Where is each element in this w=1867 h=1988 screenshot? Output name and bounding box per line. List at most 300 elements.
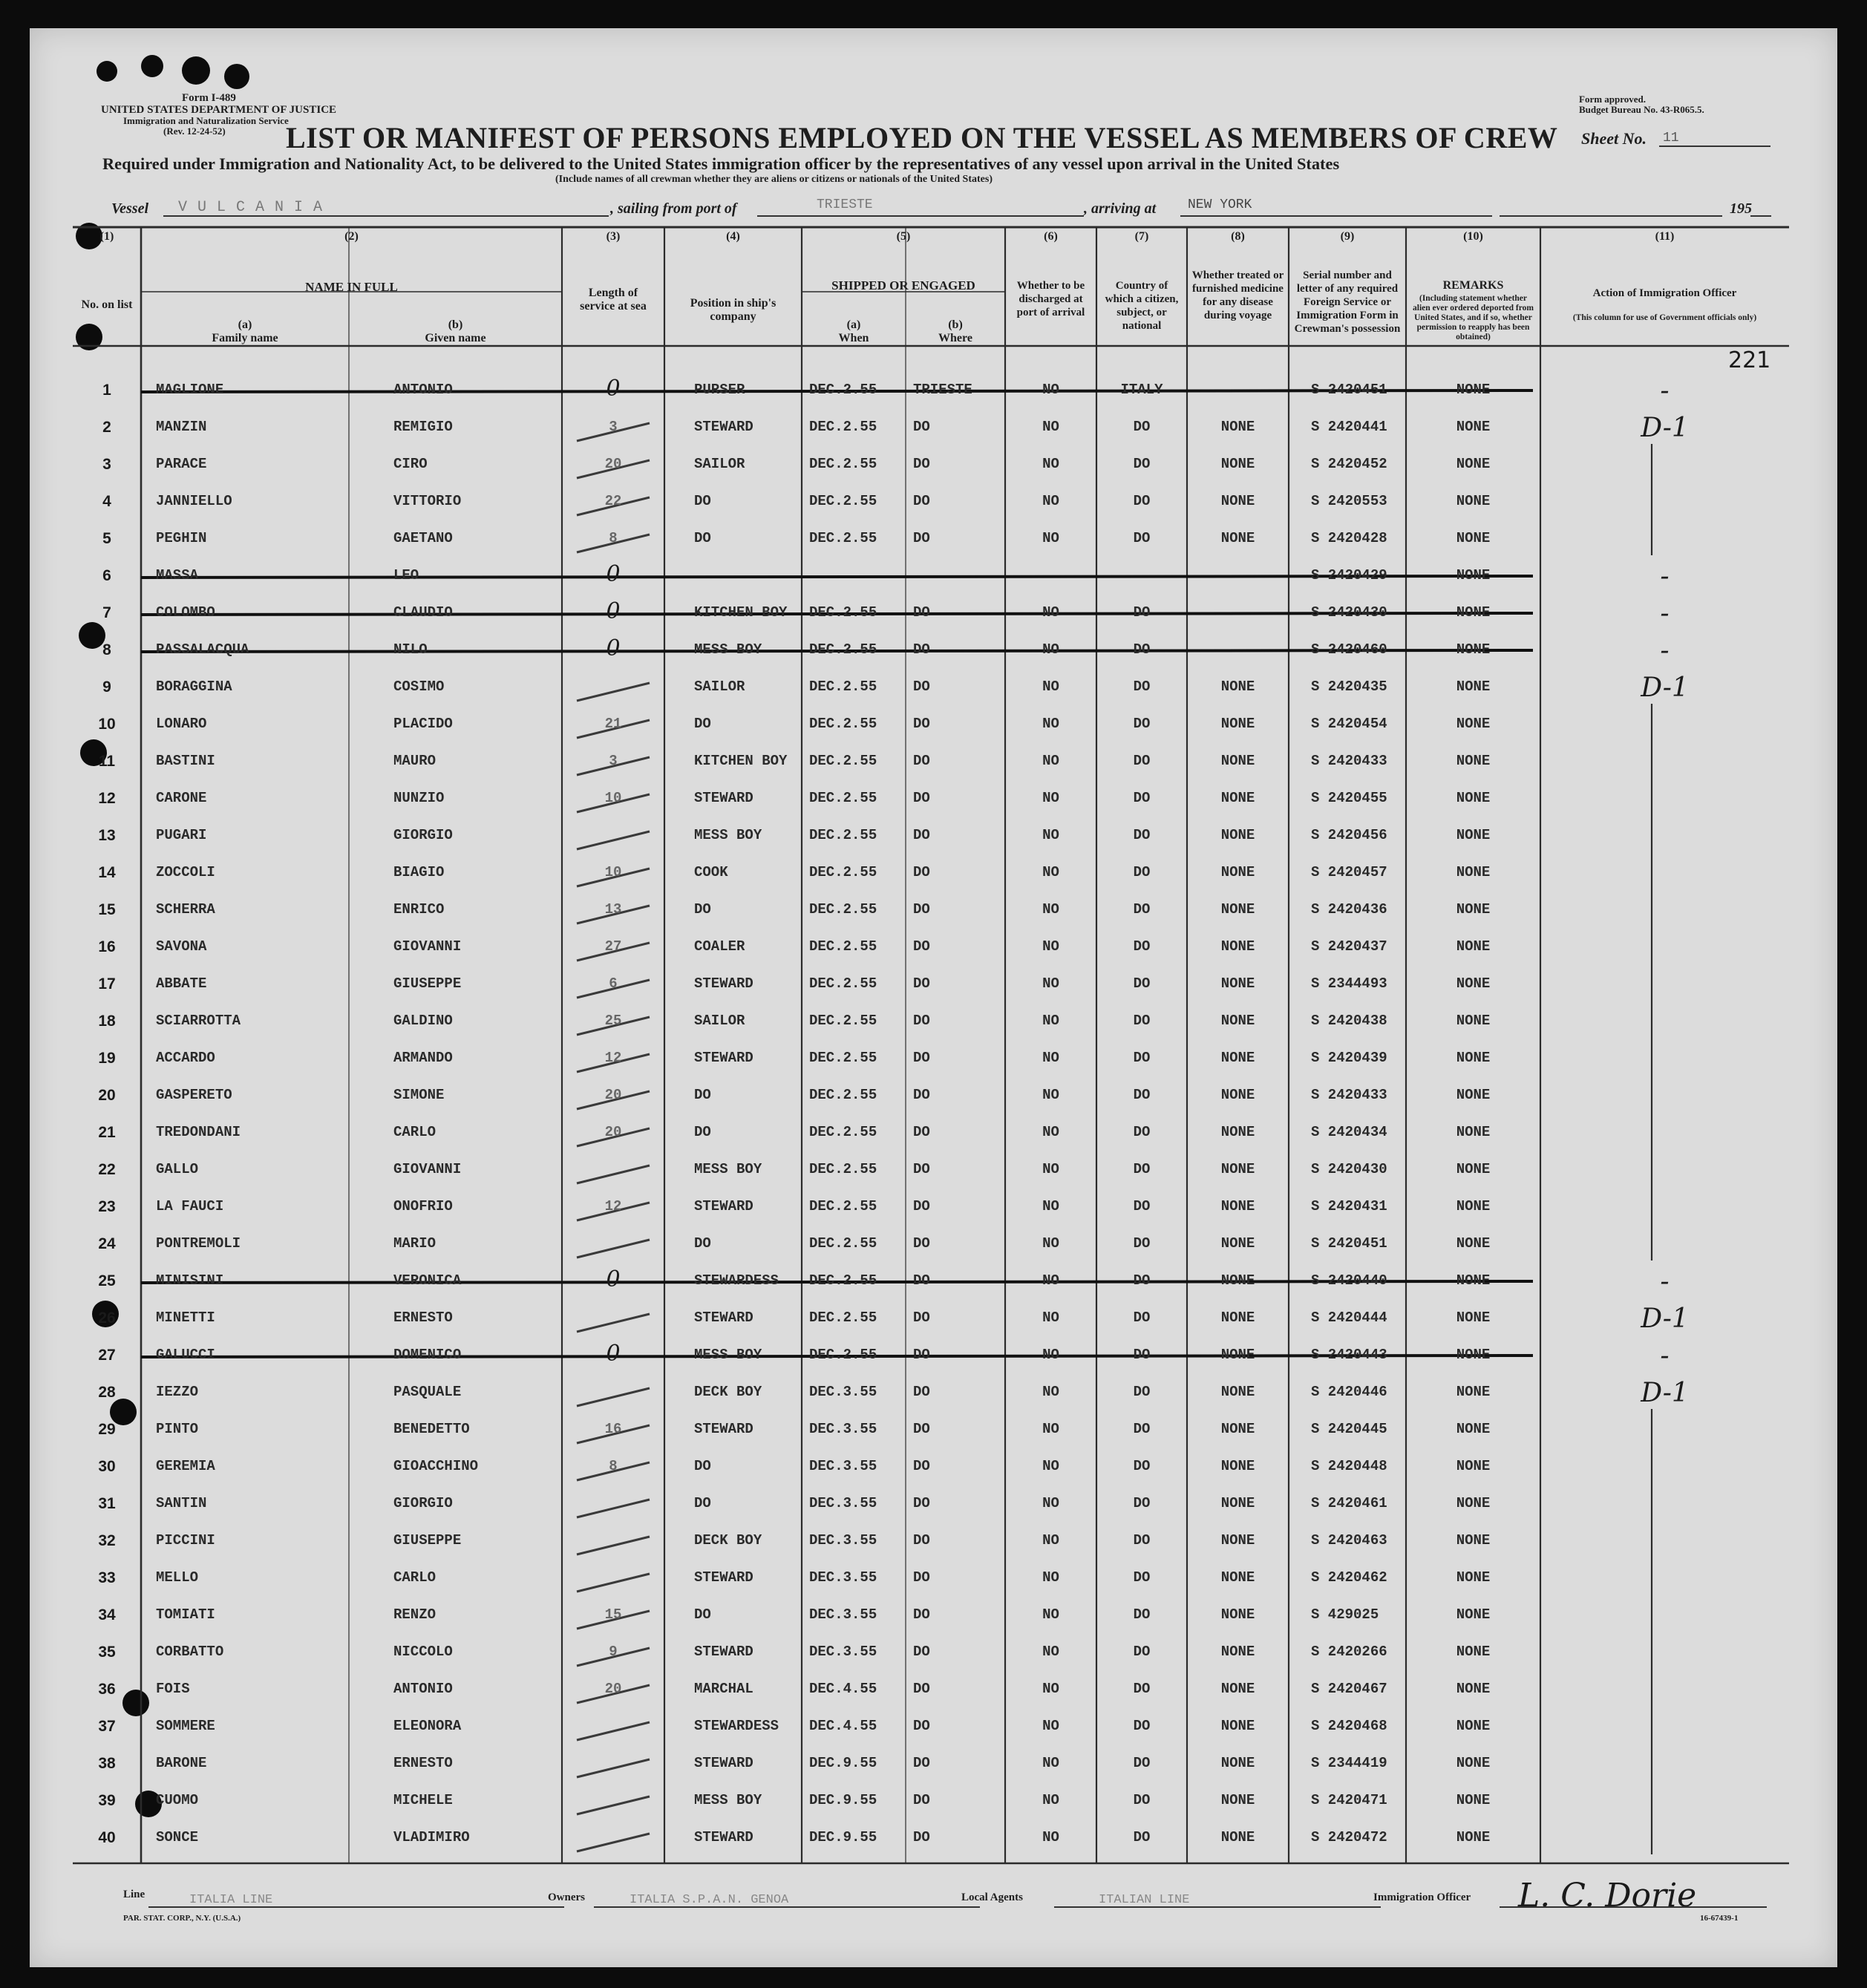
cell-discharged: NO	[1042, 641, 1059, 658]
cell-family: GALUCCI	[156, 1347, 215, 1363]
cell-no: 39	[98, 1792, 116, 1809]
cell-country: DO	[1133, 1718, 1151, 1734]
tally-mark	[577, 1834, 650, 1851]
cell-position: KITCHEN BOY	[694, 604, 788, 621]
cell-action: D-1	[1641, 1304, 1689, 1334]
cell-no: 38	[98, 1755, 116, 1772]
cell-serial: S 2420457	[1311, 864, 1387, 880]
cell-country: DO	[1133, 1124, 1151, 1140]
cell-action: -	[1660, 635, 1670, 666]
cell-when: DEC.2.55	[809, 1013, 877, 1029]
cell-country: DO	[1133, 938, 1151, 955]
cell-when: DEC.3.55	[809, 1606, 877, 1623]
cell-where: DO	[913, 864, 930, 880]
cell-when: DEC.4.55	[809, 1681, 877, 1697]
cell-family: MINISINI	[156, 1272, 224, 1289]
column-header-c5b: Where	[938, 332, 972, 344]
cell-serial: S 2420553	[1311, 493, 1387, 509]
cell-family: PASSALACQUA	[156, 641, 249, 658]
column-header-c1: No. on list	[81, 298, 133, 311]
cell-where: DO	[913, 1050, 930, 1066]
cell-serial: S 2420467	[1311, 1681, 1387, 1697]
cell-family: JANNIELLO	[156, 493, 232, 509]
cell-service: 25	[604, 1013, 622, 1029]
cell-country: DO	[1133, 1458, 1151, 1474]
cell-medicine: NONE	[1220, 1050, 1255, 1066]
cell-serial: S 2420435	[1311, 679, 1387, 695]
cell-country: DO	[1133, 1681, 1151, 1697]
tally-mark	[577, 1165, 650, 1183]
cell-position: SAILOR	[694, 679, 745, 695]
cell-serial: S 2420451	[1311, 1235, 1387, 1252]
cell-discharged: NO	[1042, 382, 1059, 398]
cell-service: 20	[604, 1124, 622, 1140]
cell-discharged: NO	[1042, 1198, 1059, 1214]
cell-where: TRIESTE	[913, 382, 972, 398]
cell-serial: S 2420437	[1311, 938, 1387, 955]
cell-where: DO	[913, 1161, 930, 1177]
cell-given: NILO	[393, 641, 428, 658]
cell-discharged: NO	[1042, 716, 1059, 732]
cell-remarks: NONE	[1456, 827, 1491, 843]
cell-when: DEC.2.55	[809, 1235, 877, 1252]
cell-position: STEWARD	[694, 1309, 753, 1326]
cell-position: STEWARD	[694, 1644, 753, 1660]
cell-discharged: NO	[1042, 1495, 1059, 1511]
cell-no: 27	[98, 1347, 116, 1364]
cell-country: ITALY	[1120, 382, 1163, 398]
cell-serial: S 2420446	[1311, 1384, 1387, 1400]
cell-no: 23	[98, 1198, 116, 1215]
cell-action: D-1	[1641, 673, 1689, 703]
cell-where: DO	[913, 679, 930, 695]
cell-family: GEREMIA	[156, 1458, 215, 1474]
cell-discharged: NO	[1042, 493, 1059, 509]
cell-service: 9	[609, 1644, 618, 1660]
cell-family: CUOMO	[156, 1792, 199, 1808]
cell-when: DEC.3.55	[809, 1458, 877, 1474]
cell-medicine: NONE	[1220, 1829, 1255, 1845]
cell-position: STEWARD	[694, 1050, 753, 1066]
column-header-c7: Country of which a citizen, subject, or national	[1105, 280, 1179, 332]
cell-position: STEWARDESS	[694, 1272, 779, 1289]
cell-no: 18	[98, 1013, 116, 1030]
cell-service: 16	[604, 1421, 622, 1437]
cell-position: DO	[694, 493, 711, 509]
cell-family: ABBATE	[156, 975, 207, 992]
cell-family: SONCE	[156, 1829, 199, 1845]
subtitle: Required under Immigration and Nationality Act, to be delivered to the United States immigration officer by the representatives of any vessel upon arrival in the United States	[102, 154, 1340, 173]
cell-country: DO	[1133, 1532, 1151, 1549]
cell-no: 2	[102, 419, 111, 436]
cell-remarks: NONE	[1456, 1050, 1491, 1066]
column-header-c4: Position in ship's company	[690, 297, 776, 323]
cell-family: SAVONA	[156, 938, 207, 955]
cell-country: DO	[1133, 419, 1151, 435]
cell-when: DEC.3.55	[809, 1532, 877, 1549]
cell-where: DO	[913, 1495, 930, 1511]
cell-serial: S 2420439	[1311, 1050, 1387, 1066]
cell-country: DO	[1133, 1644, 1151, 1660]
cell-where: DO	[913, 1272, 930, 1289]
cell-given: ENRICO	[393, 901, 445, 918]
form-code: 16-67439-1	[1700, 1914, 1739, 1923]
cell-no: 32	[98, 1532, 116, 1549]
cell-when: DEC.9.55	[809, 1792, 877, 1808]
cell-no: 7	[102, 604, 111, 621]
cell-no: 19	[98, 1050, 116, 1067]
tally-mark	[577, 1314, 650, 1332]
cell-country: DO	[1133, 790, 1151, 806]
cell-when: DEC.3.55	[809, 1495, 877, 1511]
tally-mark	[577, 1796, 650, 1814]
cell-given: GIORGIO	[393, 1495, 453, 1511]
revision: (Rev. 12-24-52)	[163, 125, 226, 137]
column-header-c7_num: (7)	[1134, 230, 1149, 243]
cell-when: DEC.3.55	[809, 1421, 877, 1437]
cell-remarks: NONE	[1456, 419, 1491, 435]
cell-service: 27	[604, 938, 622, 955]
cell-action: -	[1660, 1266, 1670, 1297]
column-header-c5a_num: (a)	[846, 318, 861, 331]
cell-when: DEC.3.55	[809, 1384, 877, 1400]
cell-given: MARIO	[393, 1235, 436, 1252]
cell-serial: S 2420430	[1311, 604, 1387, 621]
cell-where: DO	[913, 1569, 930, 1586]
cell-given: CIRO	[393, 456, 428, 472]
cell-no: 36	[98, 1681, 116, 1698]
cell-position: STEWARD	[694, 419, 753, 435]
cell-family: MAGLIONE	[156, 382, 224, 398]
cell-family: SOMMERE	[156, 1718, 215, 1734]
column-header-c2_num: (2)	[344, 230, 359, 243]
cell-position: STEWARD	[694, 1569, 753, 1586]
cell-given: ANTONIO	[393, 1681, 453, 1697]
cell-no: 25	[98, 1272, 116, 1289]
cell-service: 21	[604, 716, 622, 732]
cell-remarks: NONE	[1456, 1569, 1491, 1586]
cell-family: SANTIN	[156, 1495, 207, 1511]
cell-remarks: NONE	[1456, 1087, 1491, 1103]
cell-given: RENZO	[393, 1606, 436, 1623]
column-header-c5: SHIPPED OR ENGAGED	[831, 278, 975, 292]
agents-label: Local Agents	[961, 1891, 1023, 1903]
year-label: 195	[1730, 200, 1752, 217]
cell-no: 21	[98, 1124, 116, 1141]
cell-position: DO	[694, 1235, 711, 1252]
cell-no: 10	[98, 716, 116, 733]
manifest-page	[30, 28, 1837, 1967]
cell-when: DEC.2.55	[809, 1050, 877, 1066]
cell-no: 28	[98, 1384, 116, 1401]
cell-discharged: NO	[1042, 1829, 1059, 1845]
cell-position: STEWARD	[694, 1198, 753, 1214]
cell-discharged: NO	[1042, 975, 1059, 992]
cell-country: DO	[1133, 864, 1151, 880]
cell-position: SAILOR	[694, 1013, 745, 1029]
cell-serial: S 2420471	[1311, 1792, 1387, 1808]
cell-medicine: NONE	[1220, 1421, 1255, 1437]
cell-no: 37	[98, 1718, 116, 1735]
cell-remarks: NONE	[1456, 938, 1491, 955]
cell-discharged: NO	[1042, 790, 1059, 806]
cell-discharged: NO	[1042, 456, 1059, 472]
cell-family: BORAGGINA	[156, 679, 232, 695]
cell-discharged: NO	[1042, 1347, 1059, 1363]
cell-position: STEWARD	[694, 1829, 753, 1845]
cell-position: SAILOR	[694, 456, 745, 472]
cell-position: MESS BOY	[694, 1161, 762, 1177]
column-header-c1_num: (1)	[99, 230, 114, 243]
cell-serial: S 2420462	[1311, 1569, 1387, 1586]
cell-serial: S 2420463	[1311, 1532, 1387, 1549]
cell-when: DEC.9.55	[809, 1829, 877, 1845]
cell-country: DO	[1133, 493, 1151, 509]
cell-family: LA FAUCI	[156, 1198, 224, 1214]
cell-country: DO	[1133, 1421, 1151, 1437]
cell-family: TOMIATI	[156, 1606, 215, 1623]
cell-family: IEZZO	[156, 1384, 199, 1400]
cell-where: DO	[913, 1718, 930, 1734]
cell-family: GALLO	[156, 1161, 199, 1177]
cell-family: SCHERRA	[156, 901, 215, 918]
cell-country: DO	[1133, 1272, 1151, 1289]
cell-given: ONOFRIO	[393, 1198, 453, 1214]
page-title: LIST OR MANIFEST OF PERSONS EMPLOYED ON THE VESSEL AS MEMBERS OF CREW	[286, 121, 1558, 154]
cell-medicine: NONE	[1220, 1569, 1255, 1586]
cell-when: DEC.2.55	[809, 938, 877, 955]
cell-where: DO	[913, 1606, 930, 1623]
owners-value: ITALIA S.P.A.N. GENOA	[630, 1893, 789, 1907]
cell-position: MESS BOY	[694, 1792, 762, 1808]
cell-discharged: NO	[1042, 1569, 1059, 1586]
owners-label: Owners	[548, 1891, 585, 1903]
tally-mark	[577, 1388, 650, 1406]
cell-remarks: NONE	[1456, 530, 1491, 546]
cell-when: DEC.2.55	[809, 604, 877, 621]
cell-where: DO	[913, 1124, 930, 1140]
cell-no: 40	[98, 1829, 116, 1846]
budget-bureau: Budget Bureau No. 43-R065.5.	[1579, 104, 1704, 115]
cell-where: DO	[913, 753, 930, 769]
column-header-c8: Whether treated or furnished medicine for any disease during voyage	[1191, 269, 1284, 321]
cell-medicine: NONE	[1220, 1124, 1255, 1140]
cell-country: DO	[1133, 1829, 1151, 1845]
line-value: ITALIA LINE	[189, 1893, 273, 1907]
cell-where: DO	[913, 641, 930, 658]
cell-given: SIMONE	[393, 1087, 445, 1103]
vessel-label: Vessel	[111, 200, 148, 217]
sailing-label: , sailing from port of	[610, 200, 737, 217]
cell-service: 0	[606, 598, 621, 624]
cell-when: DEC.2.55	[809, 827, 877, 843]
cell-remarks: NONE	[1456, 382, 1491, 398]
cell-family: BARONE	[156, 1755, 207, 1771]
cell-country: DO	[1133, 716, 1151, 732]
cell-medicine: NONE	[1220, 1384, 1255, 1400]
column-header-c10_num: (10)	[1463, 230, 1483, 243]
cell-given: ANTONIO	[393, 382, 453, 398]
cell-remarks: NONE	[1456, 901, 1491, 918]
cell-medicine: NONE	[1220, 1495, 1255, 1511]
cell-country: DO	[1133, 1235, 1151, 1252]
cell-country: DO	[1133, 641, 1151, 658]
column-header-c2: NAME IN FULL	[305, 280, 398, 294]
cell-medicine: NONE	[1220, 1458, 1255, 1474]
cell-given: GIORGIO	[393, 827, 453, 843]
cell-action: -	[1660, 1341, 1670, 1371]
column-header-c2b: Given name	[425, 332, 486, 344]
cell-country: DO	[1133, 1309, 1151, 1326]
cell-when: DEC.9.55	[809, 1755, 877, 1771]
cell-given: MICHELE	[393, 1792, 453, 1808]
cell-country: DO	[1133, 1384, 1151, 1400]
cell-service: 6	[609, 975, 618, 992]
cell-given: ERNESTO	[393, 1755, 453, 1771]
cell-serial: S 2420443	[1311, 1347, 1387, 1363]
column-header-c2a_num: (a)	[238, 318, 252, 331]
tally-mark	[577, 831, 650, 849]
cell-position: DO	[694, 1124, 711, 1140]
cell-discharged: NO	[1042, 938, 1059, 955]
cell-where: DO	[913, 1681, 930, 1697]
officer-label: Immigration Officer	[1373, 1891, 1471, 1903]
cell-where: DO	[913, 1458, 930, 1474]
cell-family: PICCINI	[156, 1532, 215, 1549]
cell-given: ARMANDO	[393, 1050, 453, 1066]
cell-where: DO	[913, 1347, 930, 1363]
tally-mark	[577, 1240, 650, 1258]
cell-country: DO	[1133, 1606, 1151, 1623]
cell-where: DO	[913, 456, 930, 472]
cell-serial: S 2420440	[1311, 1272, 1387, 1289]
cell-when: DEC.2.55	[809, 1309, 877, 1326]
cell-where: DO	[913, 419, 930, 435]
cell-serial: S 2420461	[1311, 1495, 1387, 1511]
cell-remarks: NONE	[1456, 1272, 1491, 1289]
cell-no: 30	[98, 1458, 116, 1475]
cell-serial: S 2420445	[1311, 1421, 1387, 1437]
cell-when: DEC.2.55	[809, 864, 877, 880]
cell-serial: S 2420468	[1311, 1718, 1387, 1734]
cell-remarks: NONE	[1456, 1829, 1491, 1845]
cell-serial: S 2420438	[1311, 1013, 1387, 1029]
cell-country: DO	[1133, 456, 1151, 472]
cell-country: DO	[1133, 1569, 1151, 1586]
cell-action: -	[1660, 561, 1670, 592]
cell-position: DECK BOY	[694, 1532, 762, 1549]
cell-position: PURSER	[694, 382, 745, 398]
cell-medicine: NONE	[1220, 716, 1255, 732]
cell-no: 4	[102, 493, 111, 510]
cell-medicine: NONE	[1220, 753, 1255, 769]
cell-where: DO	[913, 1309, 930, 1326]
column-header-c3_num: (3)	[606, 230, 621, 243]
column-header-c11_note: (This column for use of Government officials only)	[1572, 313, 1757, 322]
cell-position: STEWARD	[694, 1421, 753, 1437]
cell-no: 15	[98, 901, 116, 918]
cell-action: -	[1660, 598, 1670, 629]
cell-discharged: NO	[1042, 864, 1059, 880]
cell-remarks: NONE	[1456, 1681, 1491, 1697]
printer: PAR. STAT. CORP., N.Y. (U.S.A.)	[123, 1914, 241, 1923]
cell-when: DEC.3.55	[809, 1644, 877, 1660]
cell-discharged: NO	[1042, 1272, 1059, 1289]
cell-given: GIOVANNI	[393, 1161, 462, 1177]
cell-when: DEC.2.55	[809, 1124, 877, 1140]
column-header-c6_num: (6)	[1044, 230, 1058, 243]
cell-family: GASPERETO	[156, 1087, 232, 1103]
cell-serial: S 2420454	[1311, 716, 1387, 732]
cell-where: DO	[913, 901, 930, 918]
cell-service: 0	[606, 1266, 621, 1292]
cell-position: MARCHAL	[694, 1681, 753, 1697]
cell-remarks: NONE	[1456, 1755, 1491, 1771]
cell-discharged: NO	[1042, 901, 1059, 918]
cell-family: ACCARDO	[156, 1050, 215, 1066]
subnote: (Include names of all crewman whether they are aliens or citizens or nationals of the United States)	[555, 174, 993, 185]
cell-no: 20	[98, 1087, 116, 1104]
cell-no: 9	[102, 679, 111, 696]
cell-where: DO	[913, 1421, 930, 1437]
department: UNITED STATES DEPARTMENT OF JUSTICE	[101, 104, 337, 116]
column-header-c10_note: (Including statement whether alien ever ordered deported from United States, and if so, whether permission to reapply has been obtained)	[1413, 294, 1534, 341]
cell-where: DO	[913, 938, 930, 955]
sheet-value: 11	[1663, 131, 1679, 145]
cell-serial: S 2420448	[1311, 1458, 1387, 1474]
cell-medicine: NONE	[1220, 679, 1255, 695]
cell-position: STEWARD	[694, 790, 753, 806]
cell-family: BASTINI	[156, 753, 215, 769]
cell-no: 26	[98, 1309, 116, 1327]
tally-mark	[577, 1500, 650, 1517]
cell-remarks: NONE	[1456, 753, 1491, 769]
cell-remarks: NONE	[1456, 1458, 1491, 1474]
cell-service: 0	[606, 1341, 621, 1367]
cell-service: 10	[604, 790, 622, 806]
cell-medicine: NONE	[1220, 1309, 1255, 1326]
cell-country: DO	[1133, 1161, 1151, 1177]
cell-position: DO	[694, 1495, 711, 1511]
column-header-c9_num: (9)	[1340, 230, 1355, 243]
cell-country: DO	[1133, 1755, 1151, 1771]
cell-no: 1	[102, 382, 111, 399]
cell-serial: S 2420433	[1311, 1087, 1387, 1103]
cell-discharged: NO	[1042, 1532, 1059, 1549]
cell-discharged: NO	[1042, 1681, 1059, 1697]
cell-remarks: NONE	[1456, 493, 1491, 509]
cell-medicine: NONE	[1220, 1347, 1255, 1363]
cell-medicine: NONE	[1220, 1198, 1255, 1214]
cell-where: DO	[913, 1829, 930, 1845]
cell-serial: S 2420444	[1311, 1309, 1387, 1326]
cell-remarks: NONE	[1456, 1495, 1491, 1511]
cell-position: DECK BOY	[694, 1384, 762, 1400]
cell-remarks: NONE	[1456, 1792, 1491, 1808]
tally-mark	[577, 1759, 650, 1777]
cell-position: KITCHEN BOY	[694, 753, 788, 769]
cell-discharged: NO	[1042, 1421, 1059, 1437]
cell-position: MESS BOY	[694, 1347, 762, 1363]
cell-service: 20	[604, 1087, 622, 1103]
cell-medicine: NONE	[1220, 1087, 1255, 1103]
column-header-c2b_num: (b)	[448, 318, 463, 331]
cell-medicine: NONE	[1220, 530, 1255, 546]
cell-serial: S 2344493	[1311, 975, 1387, 992]
cell-no: 34	[98, 1606, 116, 1624]
tally-mark	[577, 1574, 650, 1592]
cell-no: 14	[98, 864, 116, 881]
